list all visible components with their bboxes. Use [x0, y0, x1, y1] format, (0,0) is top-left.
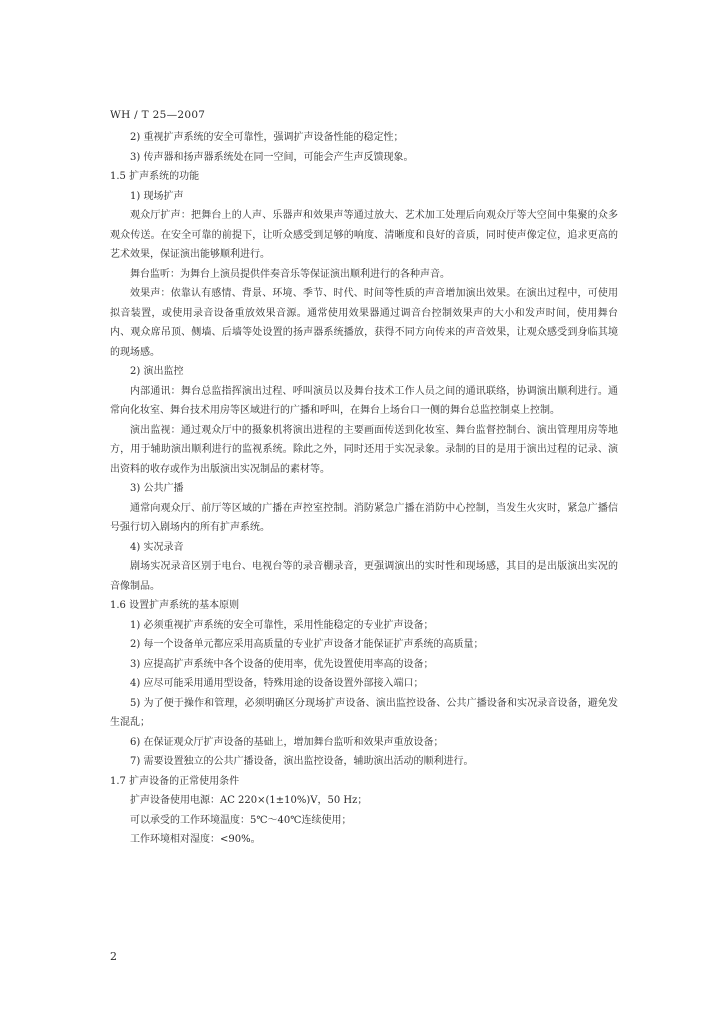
list-item: 3) 应提高扩声系统中各个设备的使用率，优先设置使用率高的设备；: [130, 658, 434, 670]
paragraph: 舞台监听：为舞台上演员提供伴奏音乐等保证演出顺利进行的各种声音。: [130, 268, 450, 280]
paragraph: 通常向观众厅、前厅等区域的广播在声控室控制。消防紧急广播在消防中心控制，当发生火灾时，紧急广播信号强行切入剧场内的所有扩声系统。: [110, 502, 618, 533]
body-text: [110, 128, 618, 850]
subsection-heading: 2) 演出监控: [130, 366, 184, 377]
list-item: 6) 在保证观众厅扩声设备的基础上，增加舞台监听和效果声重放设备；: [130, 736, 444, 748]
section-heading: 1.7 扩声设备的正常使用条件: [110, 775, 240, 787]
subsection-heading: 1) 现场扩声: [130, 190, 184, 202]
spec-line: 扩声设备使用电源：AC 220×(1±10%)V，50 Hz；: [130, 795, 368, 806]
standard-code-header: WH / T 25—2007: [110, 109, 206, 121]
list-item: 2) 每一个设备单元都应采用高质量的专业扩声设备才能保证扩声系统的高质量；: [130, 639, 484, 650]
subsection-heading: 4) 实况录音: [130, 541, 184, 553]
subsection-heading: 3) 公共广播: [130, 483, 184, 494]
list-item: 5) 为了便于操作和管理，必须明确区分现场扩声设备、演出监控设备、公共广播设备和实况录音设备，避免发生混乱；: [110, 697, 618, 728]
list-item: 2) 重视扩声系统的安全可靠性，强调扩声设备性能的稳定性；: [130, 132, 404, 143]
paragraph: 内部通讯：舞台总监指挥演出过程、呼叫演员以及舞台技术工作人员之间的通讯联络，协调演出顺利进行。通常向化妆室、舞台技术用房等区域进行的广播和呼叫，在舞台上场台口一侧的舞台总监控制桌上控制。: [110, 385, 618, 416]
section-heading: 1.6 设置扩声系统的基本原则: [110, 600, 240, 611]
paragraph: 剧场实况录音区别于电台、电视台等的录音棚录音，更强调演出的实时性和现场感，其目的是出版演出实况的音像制品。: [110, 561, 618, 592]
list-item: 3) 传声器和扬声器系统处在同一空间，可能会产生声反馈现象。: [130, 151, 414, 163]
spec-line: 工作环境相对湿度：<90%。: [130, 834, 261, 845]
paragraph: 效果声：依靠认有感情、背景、环境、季节、时代、时间等性质的声音增加演出效果。在演出过程中，可使用拟音装置，或使用录音设备重放效果音源。通常使用效果器通过调音台控制效果声的大小和发声时间，使用舞台内、观众席吊顶、侧墙、后墙等处设置的扬声器系统播放，获得不同方向传来的声音效果，让观众感受到身临其境的现场感。: [110, 288, 618, 358]
page-number: 2: [110, 950, 117, 963]
list-item: 1) 必须重视扩声系统的安全可靠性，采用性能稳定的专业扩声设备；: [130, 619, 434, 631]
list-item: 4) 应尽可能采用通用型设备，特殊用途的设备设置外部接入端口；: [130, 678, 424, 689]
list-item: 7) 需要设置独立的公共广播设备，演出监控设备，辅助演出活动的顺利进行。: [130, 756, 474, 767]
spec-line: 可以承受的工作环境温度：5℃～40℃连续使用；: [130, 814, 352, 826]
section-heading: 1.5 扩声系统的功能: [110, 171, 200, 182]
paragraph: 演出监视：通过观众厅中的摄象机将演出进程的主要画面传送到化妆室、舞台监督控制台、演出管理用房等地方，用于辅助演出顺利进行的监视系统。除此之外，同时还用于实况录象。录制的目的是用于演出过程的记录、演出资料的收存或作为出版演出实况制品的素材等。: [110, 424, 618, 475]
paragraph: 观众厅扩声：把舞台上的人声、乐器声和效果声等通过放大、艺术加工处理后向观众厅等大空间中集聚的众多观众传送。在安全可靠的前提下，让听众感受到足够的响度、清晰度和良好的音质，同时使声像定位，追求更高的艺术效果，保证演出能够顺利进行。: [110, 210, 618, 260]
